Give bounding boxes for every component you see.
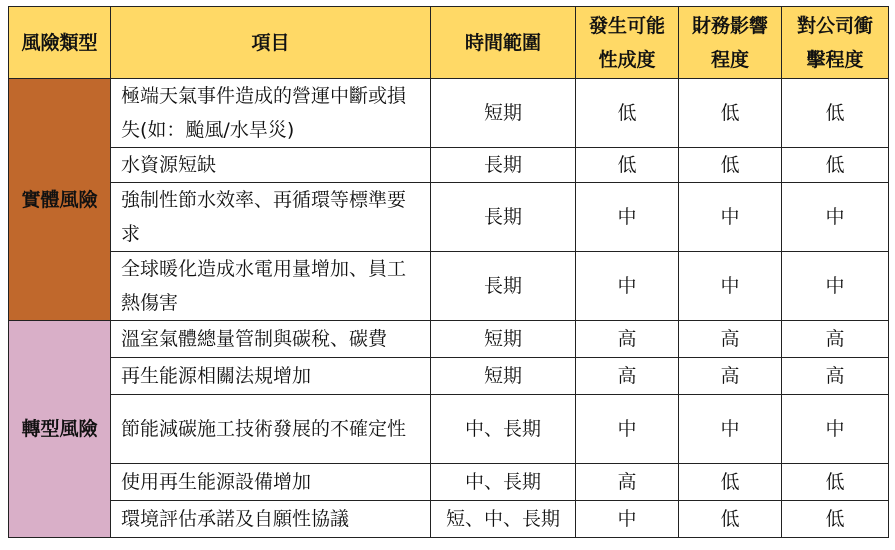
financial-cell: 高 bbox=[679, 358, 782, 395]
impact-cell: 高 bbox=[782, 321, 889, 358]
financial-cell: 低 bbox=[679, 501, 782, 538]
likelihood-cell: 高 bbox=[576, 321, 679, 358]
financial-cell: 低 bbox=[679, 79, 782, 148]
risk-table bbox=[8, 6, 889, 538]
financial-cell: 中 bbox=[679, 183, 782, 252]
impact-cell: 低 bbox=[782, 79, 889, 148]
time-range-cell: 中、長期 bbox=[431, 395, 576, 464]
time-range-cell: 短、中、長期 bbox=[431, 501, 576, 538]
time-range-cell: 長期 bbox=[431, 252, 576, 321]
time-range-cell: 短期 bbox=[431, 79, 576, 148]
header-financial-impact: 財務影響程度 bbox=[679, 7, 782, 79]
financial-cell: 低 bbox=[679, 464, 782, 501]
financial-cell: 低 bbox=[679, 148, 782, 183]
header-likelihood: 發生可能性成度 bbox=[576, 7, 679, 79]
table-row bbox=[9, 148, 889, 183]
table-row bbox=[9, 464, 889, 501]
likelihood-cell: 低 bbox=[576, 148, 679, 183]
table-row bbox=[9, 321, 889, 358]
likelihood-cell: 高 bbox=[576, 358, 679, 395]
time-range-cell: 長期 bbox=[431, 148, 576, 183]
likelihood-cell: 高 bbox=[576, 464, 679, 501]
category-transition-risk: 轉型風險 bbox=[9, 321, 111, 538]
time-range-cell: 長期 bbox=[431, 183, 576, 252]
item-cell: 全球暖化造成水電用量增加、員工熱傷害 bbox=[111, 252, 431, 321]
impact-cell: 低 bbox=[782, 501, 889, 538]
likelihood-cell: 中 bbox=[576, 183, 679, 252]
financial-cell: 中 bbox=[679, 395, 782, 464]
item-cell: 再生能源相關法規增加 bbox=[111, 358, 431, 395]
item-cell: 極端天氣事件造成的營運中斷或損失(如：颱風/水旱災) bbox=[111, 79, 431, 148]
time-range-cell: 短期 bbox=[431, 358, 576, 395]
item-cell: 使用再生能源設備增加 bbox=[111, 464, 431, 501]
impact-cell: 高 bbox=[782, 358, 889, 395]
time-range-cell: 短期 bbox=[431, 321, 576, 358]
table-row bbox=[9, 395, 889, 464]
item-cell: 節能減碳施工技術發展的不確定性 bbox=[111, 395, 431, 464]
table-row bbox=[9, 183, 889, 252]
financial-cell: 高 bbox=[679, 321, 782, 358]
likelihood-cell: 中 bbox=[576, 395, 679, 464]
impact-cell: 低 bbox=[782, 464, 889, 501]
impact-cell: 中 bbox=[782, 395, 889, 464]
table-row bbox=[9, 79, 889, 148]
table-row bbox=[9, 252, 889, 321]
category-physical-risk: 實體風險 bbox=[9, 79, 111, 321]
impact-cell: 中 bbox=[782, 252, 889, 321]
impact-cell: 低 bbox=[782, 148, 889, 183]
header-time-range: 時間範圍 bbox=[431, 7, 576, 79]
item-cell: 強制性節水效率、再循環等標準要求 bbox=[111, 183, 431, 252]
header-item: 項目 bbox=[111, 7, 431, 79]
table-row bbox=[9, 358, 889, 395]
table-row bbox=[9, 501, 889, 538]
impact-cell: 中 bbox=[782, 183, 889, 252]
financial-cell: 中 bbox=[679, 252, 782, 321]
likelihood-cell: 中 bbox=[576, 252, 679, 321]
likelihood-cell: 中 bbox=[576, 501, 679, 538]
item-cell: 溫室氣體總量管制與碳稅、碳費 bbox=[111, 321, 431, 358]
header-risk-type: 風險類型 bbox=[9, 7, 111, 79]
header-company-impact: 對公司衝擊程度 bbox=[782, 7, 889, 79]
likelihood-cell: 低 bbox=[576, 79, 679, 148]
item-cell: 環境評估承諾及自願性協議 bbox=[111, 501, 431, 538]
time-range-cell: 中、長期 bbox=[431, 464, 576, 501]
item-cell: 水資源短缺 bbox=[111, 148, 431, 183]
